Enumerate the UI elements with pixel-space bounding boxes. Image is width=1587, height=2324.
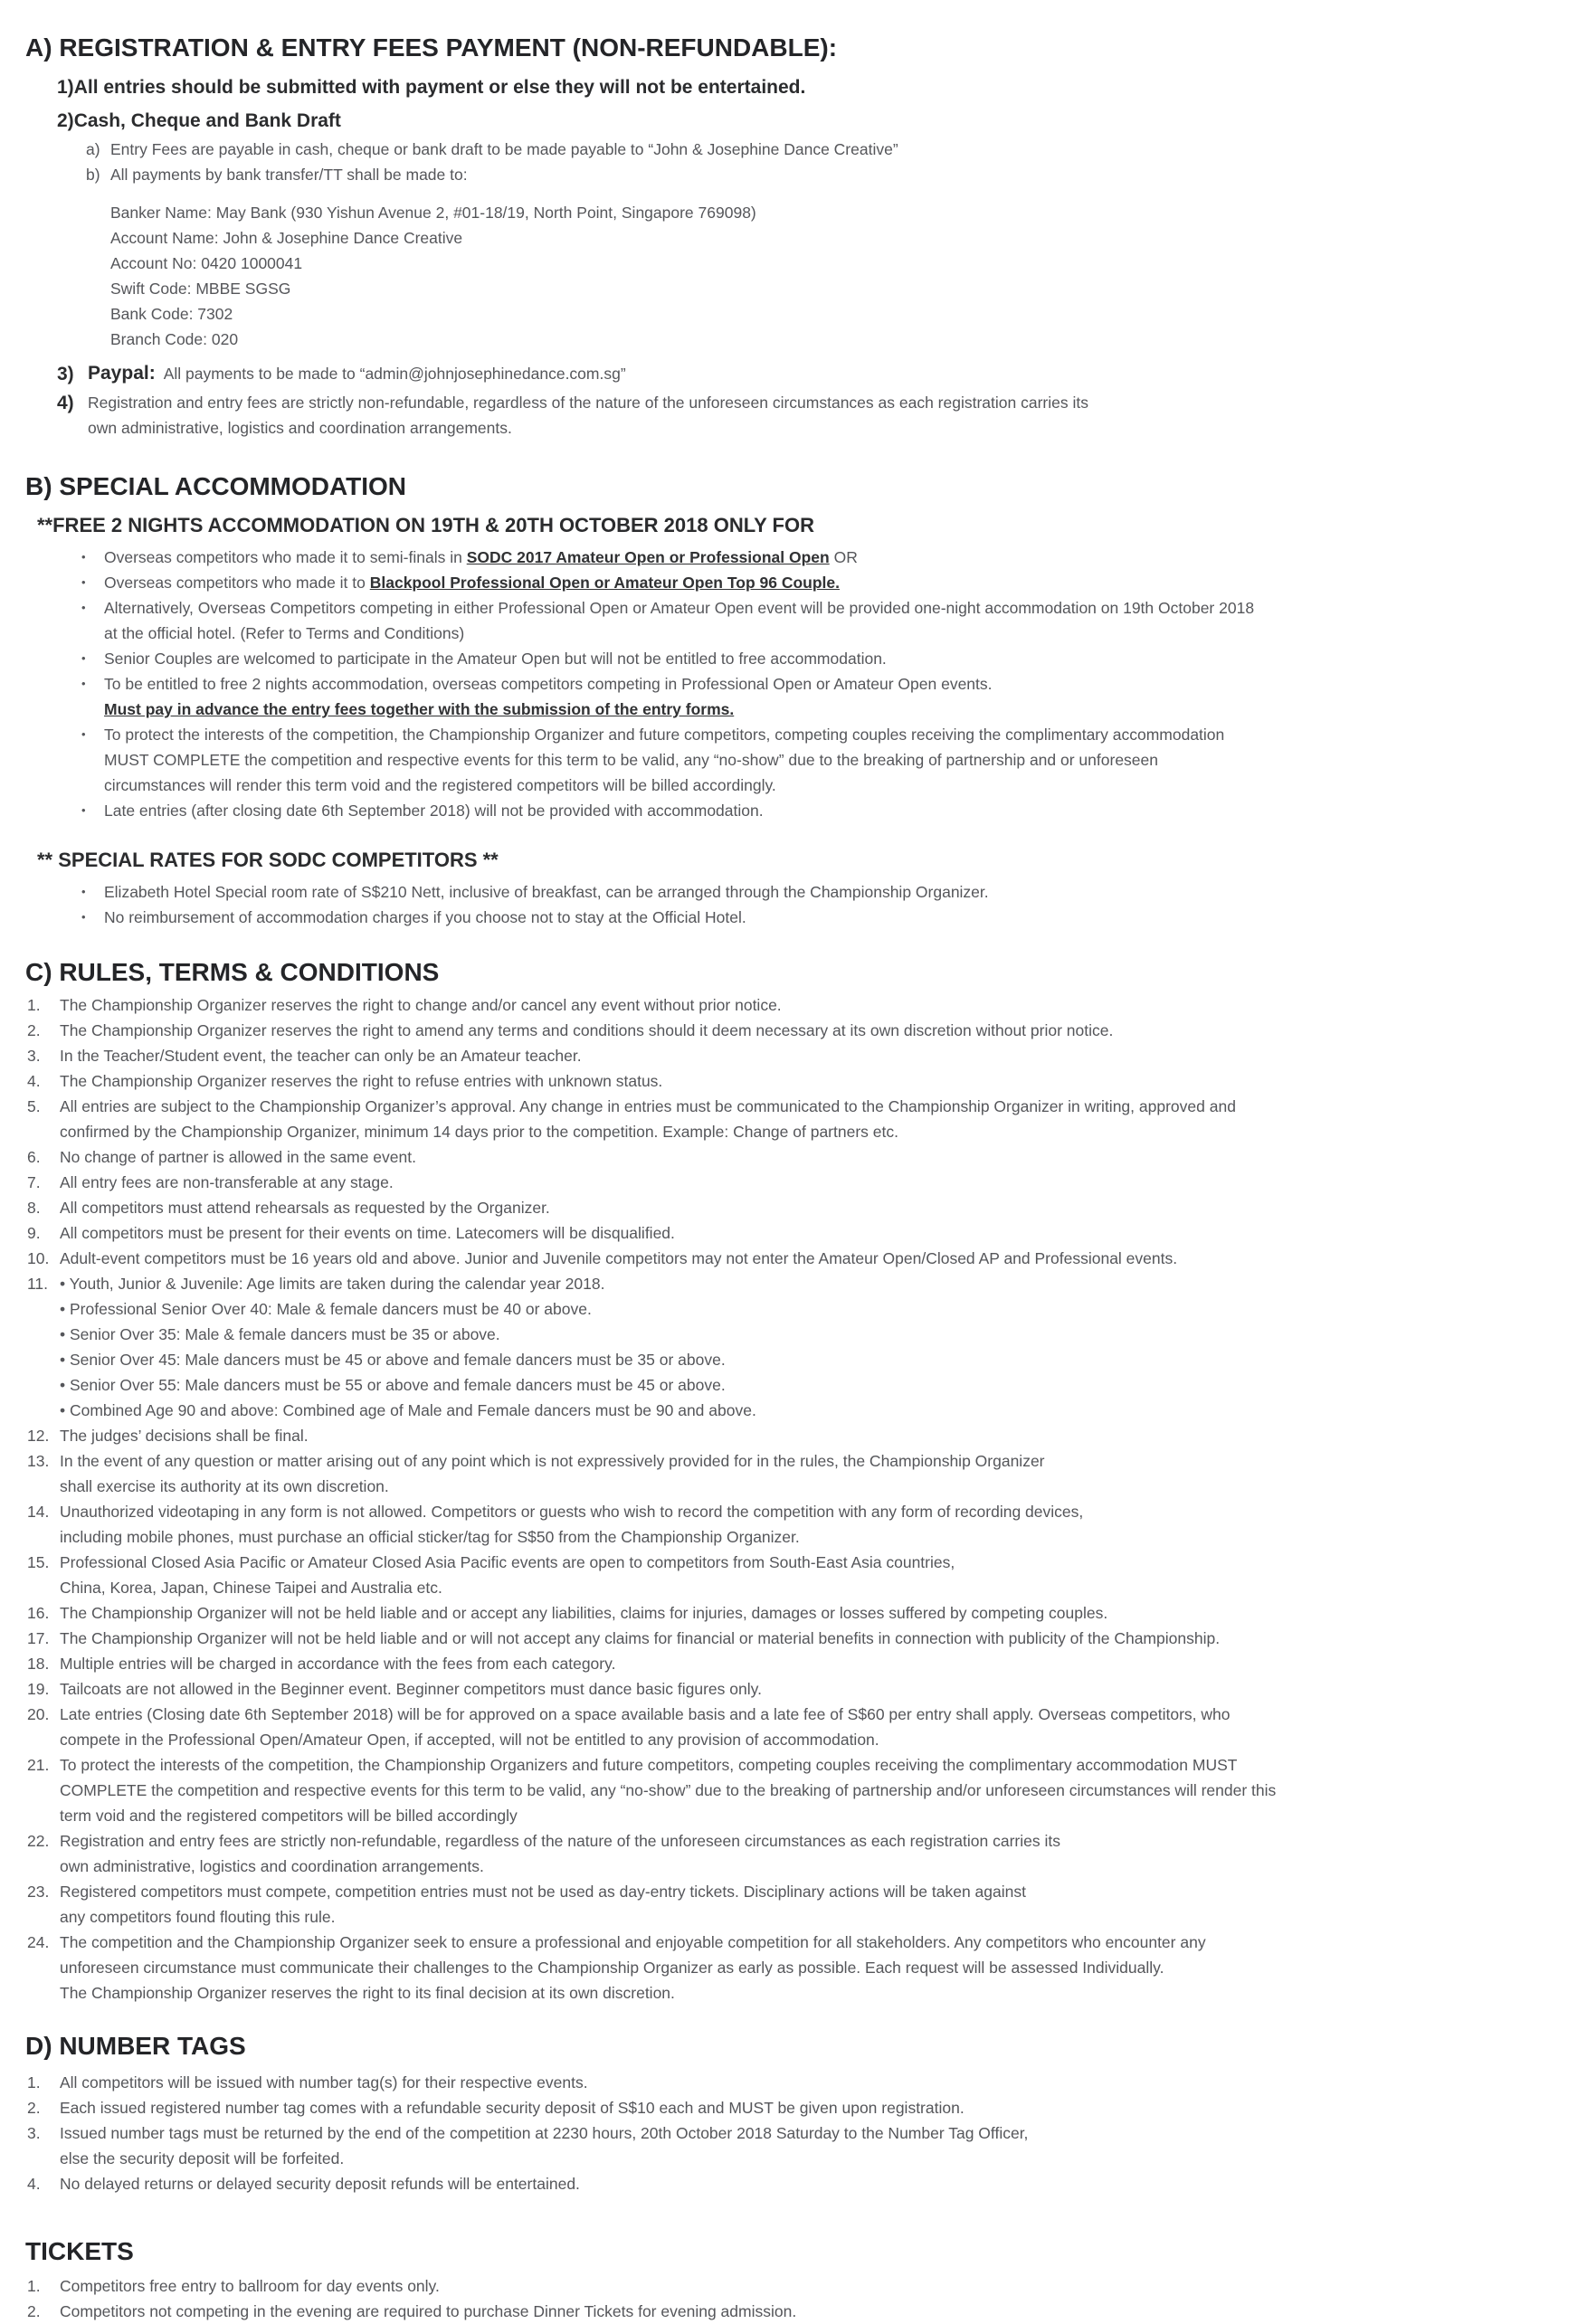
text-line (60, 1094, 1569, 1119)
text-line (60, 1626, 1569, 1651)
text-line (60, 1676, 1569, 1702)
rule-item (25, 2171, 1569, 2196)
section-heading-number-tags: D) NUMBER TAGS (25, 2032, 246, 2060)
section-heading-accommodation: B) SPECIAL ACCOMMODATION (25, 472, 407, 500)
text-line (60, 1778, 1569, 1803)
bullet-icon: • (81, 885, 86, 898)
text-segment: Bank Code: 7302 (110, 305, 233, 323)
item-marker: 15. (27, 1553, 50, 1571)
text-line (60, 1423, 1569, 1448)
rule-item (25, 1550, 1569, 1600)
text-line (110, 200, 1569, 225)
text-segment: SODC 2017 Amateur Open or Professional Open (466, 548, 830, 566)
item-marker: 23. (27, 1883, 50, 1901)
item-marker: 3) (57, 364, 74, 384)
bullet-item (25, 905, 1569, 930)
text-segment: The Championship Organizer will not be held liable and or will not accept any claims for financial or material benefits in connection with publicity of the Championship. (60, 1629, 1221, 1647)
bullet-item (25, 722, 1569, 798)
text-line (60, 1904, 1569, 1930)
section-tickets (25, 2236, 1569, 2324)
text-segment: • Senior Over 55: Male dancers must be 55 or above and female dancers must be 45 or above. (60, 1376, 726, 1394)
bullet-icon: • (81, 803, 86, 817)
text-segment: MUST COMPLETE the competition and respective events for this term to be valid, any “no-show” due to the breaking of partnership and or unforeseen (104, 751, 1158, 769)
bullet-item (25, 671, 1569, 722)
text-line: Cash, Cheque and Bank Draft (73, 110, 341, 131)
text-line (60, 2299, 1569, 2324)
text-line (60, 1018, 1569, 1043)
subsection-heading: **FREE 2 NIGHTS ACCOMMODATION ON 19TH & 20TH OCTOBER 2018 ONLY FOR (37, 514, 814, 536)
text-segment: All payments by bank transfer/TT shall be made to: (110, 166, 468, 184)
text-line (60, 1980, 1569, 2006)
text-line (104, 747, 1569, 773)
text-segment: Swift Code: MBBE SGSG (110, 280, 291, 298)
text-line (104, 697, 1569, 722)
item-marker: 3. (27, 2124, 41, 2142)
text-line (104, 671, 1569, 697)
text-segment: Professional Closed Asia Pacific or Amateur Closed Asia Pacific events are open to competitors from South-East Asia countries, (60, 1553, 955, 1571)
rule-item (25, 2095, 1569, 2120)
text-line (60, 1043, 1569, 1068)
text-line (104, 879, 1569, 905)
text-line (88, 390, 1569, 415)
text-segment: The competition and the Championship Organizer seek to ensure a professional and enjoyable competition for all stakeholders. Any competitors who encounter any (60, 1933, 1206, 1951)
text-segment: Each issued registered number tag comes with a refundable security deposit of S$10 each and MUST be given upon registration. (60, 2099, 965, 2117)
text-segment: All competitors must be present for their events on time. Latecomers will be disqualified. (60, 1224, 675, 1242)
text-segment: Account No: 0420 1000041 (110, 254, 303, 272)
bullet-icon: • (81, 910, 86, 924)
text-line (60, 1879, 1569, 1904)
list-item-numbered (57, 73, 1569, 101)
bank-details (25, 200, 1569, 352)
text-segment: any competitors found flouting this rule. (60, 1908, 336, 1926)
text-line (60, 1575, 1569, 1600)
text-line (60, 1499, 1569, 1524)
item-lead-label: Paypal: (88, 363, 156, 384)
text-segment: • Combined Age 90 and above: Combined age of Male and Female dancers must be 90 and above. (60, 1401, 756, 1419)
rule-item (25, 2273, 1569, 2299)
text-line (60, 1195, 1569, 1220)
rule-item (25, 1752, 1569, 1828)
text-line (60, 1727, 1569, 1752)
rule-item (25, 1043, 1569, 1068)
text-segment: Competitors not competing in the evening are required to purchase Dinner Tickets for evening admission. (60, 2302, 797, 2320)
text-line (60, 2273, 1569, 2299)
section-heading-tickets: TICKETS (25, 2237, 134, 2265)
text-segment: The Championship Organizer reserves the right to change and/or cancel any event without prior notice. (60, 996, 782, 1014)
rule-item (25, 1170, 1569, 1195)
rule-item (25, 1144, 1569, 1170)
text-line (60, 1144, 1569, 1170)
section-number-tags (25, 2031, 1569, 2196)
text-line (88, 361, 1569, 386)
rule-item (25, 1423, 1569, 1448)
text-line (60, 1220, 1569, 1246)
item-marker: 12. (27, 1427, 50, 1445)
rule-item (25, 2070, 1569, 2095)
list-item-numbered (57, 107, 1569, 135)
text-segment: including mobile phones, must purchase an official sticker/tag for S$50 from the Championship Organizer. (60, 1528, 800, 1546)
text-segment: Late entries (Closing date 6th September 2018) will be for approved on a space available basis and a late fee of S$60 per entry shall apply. Overseas competitors, who (60, 1705, 1231, 1723)
text-segment: COMPLETE the competition and respective events for this term to be valid, any “no-show” due to the breaking of partnership and/or unforeseen circumstances will render this (60, 1781, 1277, 1799)
rule-item (25, 1448, 1569, 1499)
text-line (60, 1119, 1569, 1144)
list-item-alpha (25, 162, 1569, 187)
item-marker: 2. (27, 2099, 41, 2117)
text-segment: own administrative, logistics and coordination arrangements. (60, 1857, 484, 1875)
text-line (60, 1170, 1569, 1195)
text-line (60, 1296, 1569, 1322)
text-segment: No change of partner is allowed in the same event. (60, 1148, 416, 1166)
bullet-item (25, 646, 1569, 671)
text-line (110, 251, 1569, 276)
text-segment: Multiple entries will be charged in accordance with the fees from each category. (60, 1655, 616, 1673)
rule-item (25, 1626, 1569, 1651)
section-registration (25, 33, 1569, 441)
text-line (60, 2120, 1569, 2146)
text-segment: The Championship Organizer will not be held liable and or accept any liabilities, claims for injuries, damages or losses suffered by competing couples. (60, 1604, 1108, 1622)
text-line (60, 1448, 1569, 1474)
bullet-item (25, 595, 1569, 646)
rule-item (25, 2120, 1569, 2171)
rule-item (25, 1094, 1569, 1144)
item-marker: 17. (27, 1629, 50, 1647)
text-segment: Late entries (after closing date 6th September 2018) will not be provided with accommodation. (104, 802, 764, 820)
item-marker: 4. (27, 1072, 41, 1090)
item-marker: 3. (27, 1047, 41, 1065)
text-line (60, 1752, 1569, 1778)
text-line (60, 1702, 1569, 1727)
rule-item (25, 1271, 1569, 1423)
text-segment: term void and the registered competitors will be billed accordingly (60, 1807, 518, 1825)
text-line (60, 2146, 1569, 2171)
rule-item (25, 1195, 1569, 1220)
item-marker: 1. (27, 2277, 41, 2295)
item-marker: 4) (57, 393, 74, 413)
text-segment: Branch Code: 020 (110, 330, 239, 348)
bullet-icon: • (81, 601, 86, 614)
item-marker: b) (86, 166, 100, 184)
text-segment: • Senior Over 35: Male & female dancers must be 35 or above. (60, 1325, 500, 1343)
text-segment: All competitors must attend rehearsals as requested by the Organizer. (60, 1199, 550, 1217)
text-segment: at the official hotel. (Refer to Terms and Conditions) (104, 624, 465, 642)
rule-item (25, 1499, 1569, 1550)
text-segment: All entries are subject to the Championship Organizer’s approval. Any change in entries must be communicated to the Championship Organizer in writing, approved and (60, 1097, 1236, 1115)
text-segment: Banker Name: May Bank (930 Yishun Avenue 2, #01-18/19, North Point, Singapore 769098) (110, 204, 756, 222)
text-segment: Overseas competitors who made it to semi-finals in (104, 548, 467, 566)
item-marker: 22. (27, 1832, 50, 1850)
rule-item (25, 1676, 1569, 1702)
text-line (60, 1600, 1569, 1626)
item-marker: 1. (27, 2073, 41, 2092)
rule-item (25, 1246, 1569, 1271)
item-marker: 16. (27, 1604, 50, 1622)
text-segment: • Youth, Junior & Juvenile: Age limits are taken during the calendar year 2018. (60, 1275, 605, 1293)
text-segment: China, Korea, Japan, Chinese Taipei and Australia etc. (60, 1579, 442, 1597)
section-heading-rules: C) RULES, TERMS & CONDITIONS (25, 958, 440, 986)
text-segment: All competitors will be issued with number tag(s) for their respective events. (60, 2073, 588, 2092)
item-marker: 14. (27, 1503, 50, 1521)
text-segment: Senior Couples are welcomed to participate in the Amateur Open but will not be entitled to free accommodation. (104, 650, 887, 668)
text-line (88, 415, 1569, 441)
item-marker: 11. (27, 1275, 49, 1293)
text-line (60, 1372, 1569, 1398)
text-segment: The judges’ decisions shall be final. (60, 1427, 309, 1445)
text-segment: Issued number tags must be returned by the end of the competition at 2230 hours, 20th October 2018 Saturday to the Number Tag Officer, (60, 2124, 1029, 2142)
item-marker: 2) (57, 110, 74, 131)
text-segment: Must pay in advance the entry fees together with the submission of the entry forms. (104, 700, 735, 718)
item-marker: 20. (27, 1705, 50, 1723)
list-item-numbered (25, 390, 1569, 441)
text-line (110, 137, 1569, 162)
item-marker: 10. (27, 1249, 50, 1267)
text-line (104, 798, 1569, 823)
text-line (104, 570, 1569, 595)
text-segment: To protect the interests of the competition, the Championship Organizers and future competitors, competing couples receiving the complimentary accommodation MUST (60, 1756, 1238, 1774)
item-marker: 24. (27, 1933, 50, 1951)
text-segment: All payments to be made to “admin@johnjosephinedance.com.sg” (163, 365, 626, 383)
text-line (60, 1347, 1569, 1372)
text-segment: No reimbursement of accommodation charges if you choose not to stay at the Official Hotel. (104, 908, 746, 926)
text-line (110, 225, 1569, 251)
text-line (104, 595, 1569, 621)
bullet-icon: • (81, 651, 86, 665)
item-marker: 21. (27, 1756, 50, 1774)
text-segment: own administrative, logistics and coordination arrangements. (88, 419, 512, 437)
item-marker: 4. (27, 2175, 41, 2193)
text-segment: Competitors free entry to ballroom for day events only. (60, 2277, 440, 2295)
item-marker: 7. (27, 1173, 41, 1191)
item-marker: 1) (57, 77, 74, 98)
item-marker: 5. (27, 1097, 41, 1115)
rule-item (25, 1600, 1569, 1626)
text-segment: In the event of any question or matter arising out of any point which is not expressively provided for in the rules, the Championship Organizer (60, 1452, 1045, 1470)
text-line (60, 1651, 1569, 1676)
item-marker: 1. (27, 996, 41, 1014)
text-segment: Adult-event competitors must be 16 years old and above. Junior and Juvenile competitors may not enter the Amateur Open/Closed AP and Professional events. (60, 1249, 1178, 1267)
item-marker: 9. (27, 1224, 41, 1242)
bullet-item (25, 545, 1569, 570)
bullet-item (25, 879, 1569, 905)
item-marker: 19. (27, 1680, 50, 1698)
subsection-heading: ** SPECIAL RATES FOR SODC COMPETITORS ** (37, 849, 499, 871)
text-segment: To be entitled to free 2 nights accommodation, overseas competitors competing in Professional Open or Amateur Open events. (104, 675, 993, 693)
text-segment: OR (829, 548, 858, 566)
text-line: All entries should be submitted with payment or else they will not be entertained. (73, 77, 806, 98)
text-line (60, 2095, 1569, 2120)
text-line (60, 1930, 1569, 1955)
rule-item (25, 992, 1569, 1018)
text-segment: In the Teacher/Student event, the teacher can only be an Amateur teacher. (60, 1047, 582, 1065)
item-marker: 6. (27, 1148, 41, 1166)
text-segment: Registration and entry fees are strictly non-refundable, regardless of the nature of the unforeseen circumstances as each registration carries its (60, 1832, 1060, 1850)
text-line (60, 1246, 1569, 1271)
text-segment: else the security deposit will be forfeited. (60, 2149, 345, 2167)
item-marker: 8. (27, 1199, 41, 1217)
text-line (60, 1474, 1569, 1499)
text-line (60, 1955, 1569, 1980)
text-segment: confirmed by the Championship Organizer, minimum 14 days prior to the competition. Example: Change of partners etc. (60, 1123, 898, 1141)
item-marker: a) (86, 140, 100, 158)
bullet-icon: • (81, 575, 86, 589)
text-line (104, 773, 1569, 798)
rule-item (25, 1018, 1569, 1043)
text-segment: Registration and entry fees are strictly non-refundable, regardless of the nature of the unforeseen circumstances as each registration carries its (88, 394, 1088, 412)
text-line (60, 1322, 1569, 1347)
text-line (60, 1398, 1569, 1423)
rule-item (25, 1702, 1569, 1752)
spacer (25, 823, 1569, 845)
text-segment: unforeseen circumstance must communicate their challenges to the Championship Organizer as early as possible. Each request will be assessed Individually. (60, 1959, 1164, 1977)
text-segment: To protect the interests of the competition, the Championship Organizer and future competitors, competing couples receiving the complimentary accommodation (104, 726, 1225, 744)
bullet-icon: • (81, 550, 86, 564)
text-segment: No delayed returns or delayed security deposit refunds will be entertained. (60, 2175, 580, 2193)
section-accommodation (25, 471, 1569, 930)
bullet-item (25, 570, 1569, 595)
text-segment: Alternatively, Overseas Competitors competing in either Professional Open or Amateur Open event will be provided one-night accommodation on 19th October 2018 (104, 599, 1255, 617)
bullet-item (25, 798, 1569, 823)
text-segment: Registered competitors must compete, competition entries must not be used as day-entry tickets. Disciplinary actions will be taken against (60, 1883, 1026, 1901)
text-segment: All entry fees are non-transferable at any stage. (60, 1173, 394, 1191)
text-line (110, 276, 1569, 301)
bullet-icon: • (81, 727, 86, 741)
item-marker: 18. (27, 1655, 50, 1673)
text-line (60, 1068, 1569, 1094)
item-marker: 13. (27, 1452, 50, 1470)
text-line (60, 2070, 1569, 2095)
list-item-numbered (25, 361, 1569, 386)
section-rules (25, 957, 1569, 2006)
item-marker: 2. (27, 2302, 41, 2320)
text-line (60, 1803, 1569, 1828)
text-line (104, 621, 1569, 646)
text-line (60, 1854, 1569, 1879)
text-line (104, 905, 1569, 930)
text-segment: • Senior Over 45: Male dancers must be 45 or above and female dancers must be 35 or above. (60, 1351, 726, 1369)
text-segment: The Championship Organizer reserves the right to amend any terms and conditions should it deem necessary at its own discretion without prior notice. (60, 1021, 1114, 1039)
text-line (60, 1271, 1569, 1296)
rule-item (25, 1879, 1569, 1930)
text-line (60, 1524, 1569, 1550)
rule-item (25, 2299, 1569, 2324)
text-line (110, 301, 1569, 327)
rule-item (25, 1828, 1569, 1879)
text-segment: The Championship Organizer reserves the right to its final decision at its own discretion. (60, 1984, 675, 2002)
text-segment: Entry Fees are payable in cash, cheque or bank draft to be made payable to “John & Josephine Dance Creative” (110, 140, 898, 158)
text-segment: Blackpool Professional Open or Amateur Open Top 96 Couple. (369, 574, 840, 592)
text-line (104, 545, 1569, 570)
text-segment: • Professional Senior Over 40: Male & female dancers must be 40 or above. (60, 1300, 592, 1318)
text-line (60, 992, 1569, 1018)
text-line (104, 646, 1569, 671)
text-line (110, 162, 1569, 187)
rule-item (25, 1930, 1569, 2006)
list-item-alpha (25, 137, 1569, 162)
rule-item (25, 1220, 1569, 1246)
text-segment: Tailcoats are not allowed in the Beginner event. Beginner competitors must dance basic figures only. (60, 1680, 762, 1698)
text-line (60, 1550, 1569, 1575)
bullet-icon: • (81, 677, 86, 690)
rule-item (25, 1068, 1569, 1094)
text-segment: Unauthorized videotaping in any form is not allowed. Competitors or guests who wish to record the competition with any form of recording devices, (60, 1503, 1084, 1521)
text-segment: Overseas competitors who made it to (104, 574, 370, 592)
text-segment: The Championship Organizer reserves the right to refuse entries with unknown status. (60, 1072, 663, 1090)
text-segment: circumstances will render this term void and the registered competitors will be billed accordingly. (104, 776, 776, 794)
text-segment: Account Name: John & Josephine Dance Creative (110, 229, 463, 247)
text-segment: Elizabeth Hotel Special room rate of S$210 Nett, inclusive of breakfast, can be arranged through the Championship Organizer. (104, 883, 989, 901)
section-heading-registration: A) REGISTRATION & ENTRY FEES PAYMENT (NON-REFUNDABLE): (25, 33, 838, 62)
text-segment: shall exercise its authority at its own discretion. (60, 1477, 389, 1495)
text-line (60, 1828, 1569, 1854)
text-line (110, 327, 1569, 352)
text-segment: compete in the Professional Open/Amateur Open, if accepted, will not be entitled to any provision of accommodation. (60, 1731, 879, 1749)
text-line (104, 722, 1569, 747)
rule-item (25, 1651, 1569, 1676)
text-line (60, 2171, 1569, 2196)
item-marker: 2. (27, 1021, 41, 1039)
